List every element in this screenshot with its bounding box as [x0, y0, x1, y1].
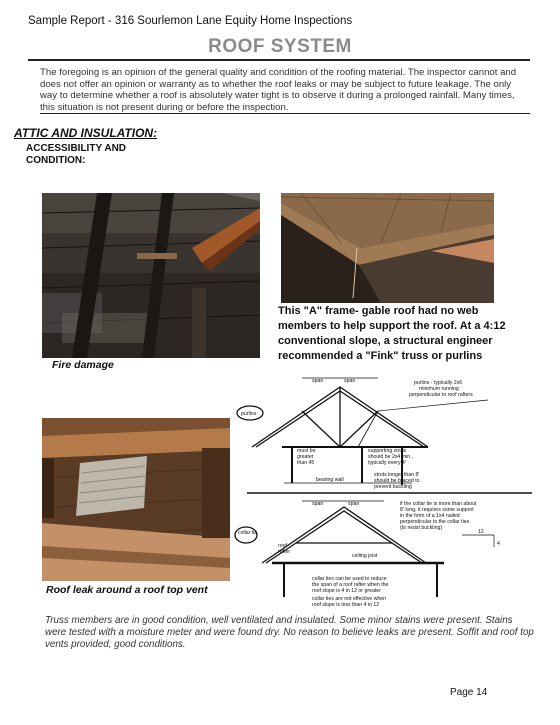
- roof-rafter-label: rafter: [278, 549, 291, 555]
- bottom-note: the span of a roof rafter when the: [312, 582, 389, 588]
- struts-note: supporting struts: [368, 448, 407, 454]
- roof-rafter-label: roof: [278, 543, 287, 549]
- must-be-note: must be: [297, 448, 316, 454]
- ceiling-joist-label: ceiling joist: [352, 553, 378, 559]
- collar-tie-label: collar tie: [238, 530, 258, 536]
- pitch-rise-label: 4: [497, 541, 500, 547]
- purlins-note: perpendicular to roof rafters: [409, 392, 473, 398]
- struts-long-note: struts longer than 8': [374, 472, 420, 478]
- bottom-note: roof slope is 4 in 12 or greater: [312, 588, 381, 594]
- span-label: span: [312, 378, 324, 384]
- span-label: span: [312, 501, 324, 507]
- bottom-note: collar ties can be used to reduce: [312, 576, 387, 582]
- roof-leak-image: [42, 418, 230, 581]
- section-subtitle: [26, 143, 166, 167]
- struts-long-note: should be braced to: [374, 478, 420, 484]
- purlins-label: purlins: [241, 411, 257, 417]
- fire-damage-caption: Fire damage: [52, 359, 114, 371]
- struts-note: should be 2x4 min.,: [368, 454, 413, 460]
- page-title: ROOF SYSTEM: [208, 36, 352, 57]
- section-title: ATTIC AND INSULATION:: [14, 126, 158, 140]
- collar-note: (to resist buckling): [400, 525, 443, 531]
- span-label: span: [348, 501, 360, 507]
- collar-note: in the form of a 1x4 nailed: [400, 513, 460, 519]
- bottom-note: roof slope is less than 4 in 12: [312, 602, 380, 608]
- purlins-note: minimum running: [419, 386, 459, 392]
- report-header: Sample Report - 316 Sourlemon Lane Equity Home Inspections: [28, 15, 353, 27]
- roof-leak-photo: [42, 418, 230, 581]
- subtitle-line: CONDITION:: [26, 155, 86, 166]
- a-frame-caption: This "A" frame- gable roof had no web members to help support the roof. At a 4:12 conventional slope, a structural engineer recommended a "Fink" truss or purlins: [278, 305, 506, 362]
- header-rule: [28, 59, 530, 61]
- intro-paragraph: The foregoing is an opinion of the general quality and condition of the roofing material. The inspector cannot and does not offer an opinion or warranty as to whether the roof leaks or may be subject to future leakage. The only way to determine whether a roof is absolutely water tight is to observe it during a prolonged rainfall. Many times, this situation is not present during or before the inspection.: [40, 67, 517, 113]
- must-be-note: greater: [297, 454, 314, 460]
- struts-note: typically every 4': [368, 460, 406, 466]
- bottom-note: collar ties are not effective when: [312, 596, 387, 602]
- collar-note: if the collar tie is more than about: [400, 501, 477, 507]
- a-frame-roof-photo: [281, 193, 494, 303]
- roof-leak-caption: Roof leak around a roof top vent: [46, 584, 208, 596]
- struts-long-note: prevent buckling: [374, 484, 412, 490]
- collar-note: 8' long, it requires some support: [400, 507, 474, 513]
- page-number: Page 14: [450, 687, 488, 698]
- fire-damage-photo: [42, 193, 260, 358]
- roof-framing-diagram: [232, 375, 532, 615]
- subtitle-line: ACCESSIBILITY AND: [26, 143, 127, 154]
- fire-damage-image: [42, 193, 260, 358]
- must-be-note: than 45: [297, 460, 315, 466]
- intro-rule: [40, 113, 530, 114]
- span-label: span: [344, 378, 356, 384]
- purlins-note: purlins - typically 2x6: [414, 380, 463, 386]
- pitch-run-label: 12: [478, 529, 484, 535]
- collar-note: perpendicular to the collar ties: [400, 519, 470, 525]
- bearing-wall-label: bearing wall: [316, 477, 344, 483]
- a-frame-roof-image: [281, 193, 494, 303]
- inspection-notes: Truss members are in good condition, well ventilated and insulated. Some minor stains were present. Stains were tested with a moisture meter and were found dry. No reason to believe leaks are present. Soffit and roof top vents provided, good conditions.: [45, 615, 534, 651]
